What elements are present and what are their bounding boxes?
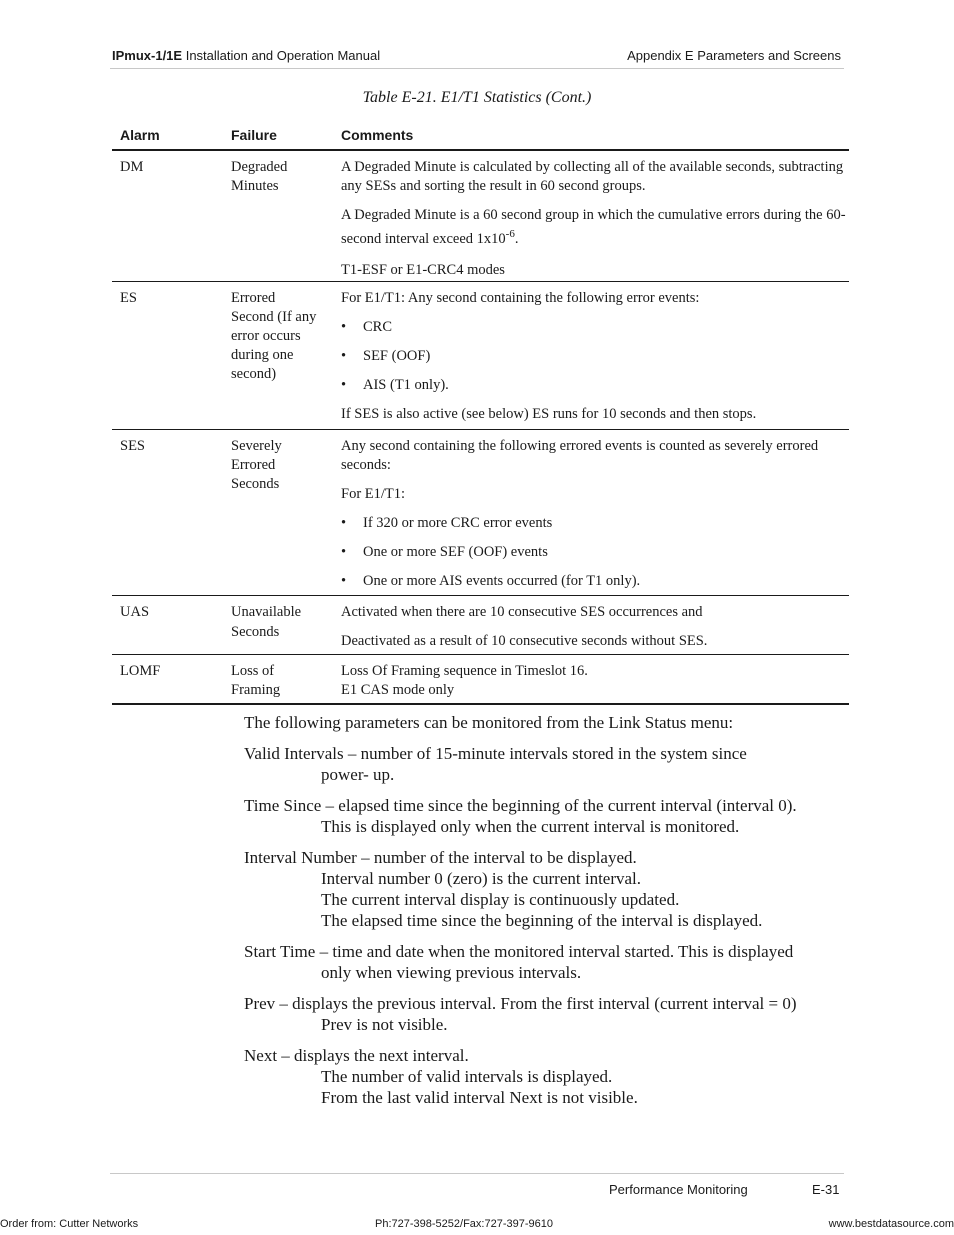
failure-cell [231, 437, 331, 494]
column-header-comments: Comments [341, 127, 414, 143]
comment-paragraph: Deactivated as a result of 10 consecutive seconds without SES. [341, 633, 708, 649]
failure-line: Degraded [231, 159, 288, 175]
comment-paragraph: T1-ESF or E1-CRC4 modes [341, 262, 505, 278]
table-row-es [112, 282, 849, 430]
parameter-line: Interval number 0 (zero) is the current interval. [321, 869, 642, 888]
parameter-start-time [244, 941, 844, 983]
parameter-line: The current interval display is continuously updated. [321, 890, 680, 909]
table-header-row [112, 122, 849, 151]
comment-text: A Degraded Minute is a 60 second group in which the cumulative errors during the 60-second interval exceed 1x10 [341, 207, 846, 247]
parameter-line: only when viewing previous intervals. [321, 963, 582, 982]
statistics-table [112, 122, 849, 705]
bullet-item: • One or more AIS events occurred (for T1 only). [341, 572, 846, 591]
failure-line: during one [231, 347, 294, 363]
failure-line: Minutes [231, 178, 279, 194]
parameter-prev [244, 993, 844, 1035]
failure-line: Loss of [231, 663, 275, 679]
comment-paragraph: A Degraded Minute is calculated by collecting all of the available seconds, subtracting any SESs and sorting the result in 60 second groups. [341, 159, 844, 194]
parameter-line: Start Time – time and date when the monitored interval started. This is displayed [244, 942, 794, 961]
comment-paragraph [341, 203, 846, 251]
phone-fax-text: Ph:727-398-5252/Fax:727-397-9610 [375, 1218, 553, 1230]
comment-paragraph: Activated when there are 10 consecutive SES occurrences and [341, 604, 703, 620]
comment-paragraph: Any second containing the following errored events is counted as severely errored seconds: [341, 438, 819, 473]
footer-rule [110, 1173, 844, 1174]
parameter-line: power- up. [321, 765, 395, 784]
failure-line: Seconds [231, 476, 280, 492]
bullet-item: • SEF (OOF) [341, 347, 846, 366]
comments-cell [341, 603, 846, 661]
body-text [244, 712, 844, 1118]
comment-paragraph: For E1/T1: [341, 486, 406, 502]
failure-line: Errored [231, 290, 276, 306]
comment-line: Loss Of Framing sequence in Timeslot 16. [341, 663, 588, 679]
failure-line: Errored [231, 457, 276, 473]
bullet-item: • CRC [341, 318, 846, 337]
website-link[interactable]: www.bestdatasource.com [828, 1218, 954, 1230]
table-caption: Table E-21. E1/T1 Statistics (Cont.) [362, 89, 592, 106]
failure-line: Framing [231, 682, 281, 698]
failure-line: Second (If any [231, 309, 317, 325]
comment-text: . [514, 231, 519, 247]
parameter-line: This is displayed only when the current interval is monitored. [321, 817, 740, 836]
bullet-item: • If 320 or more CRC error events [341, 514, 846, 533]
failure-line: second) [231, 366, 277, 382]
table-row-uas [112, 596, 849, 655]
parameter-line: The number of valid intervals is displayed. [321, 1067, 613, 1086]
page-number: E-31 [812, 1182, 840, 1197]
parameter-interval-number [244, 847, 844, 931]
comment-paragraph: If SES is also active (see below) ES runs for 10 seconds and then stops. [341, 406, 757, 422]
table-row-dm [112, 151, 849, 282]
header-rule [110, 68, 844, 69]
running-header-title [112, 48, 380, 63]
parameter-line: Valid Intervals – number of 15-minute intervals stored in the system since [244, 744, 747, 763]
column-header-failure: Failure [231, 127, 277, 143]
parameter-line: From the last valid interval Next is not visible. [321, 1088, 638, 1107]
doc-title-rest: Installation and Operation Manual [182, 48, 381, 63]
failure-cell [231, 289, 331, 384]
parameter-line: The elapsed time since the beginning of the interval is displayed. [321, 911, 763, 930]
parameter-line: Next – displays the next interval. [244, 1046, 469, 1065]
comment-paragraph: For E1/T1: Any second containing the following error events: [341, 290, 700, 306]
comments-cell [341, 289, 846, 434]
comments-cell [341, 662, 846, 700]
failure-line: Seconds [231, 624, 280, 640]
failure-cell [231, 662, 331, 700]
parameter-valid-intervals [244, 743, 844, 785]
table-row-ses [112, 430, 849, 596]
alarm-cell: SES [120, 438, 145, 454]
doc-title-bold: IPmux-1/1E [112, 48, 183, 63]
comment-line: E1 CAS mode only [341, 682, 455, 698]
failure-cell [231, 158, 331, 196]
bullet-item: • AIS (T1 only). [341, 376, 846, 395]
alarm-cell: DM [120, 159, 144, 175]
alarm-cell: UAS [120, 604, 150, 620]
failure-cell [231, 603, 331, 642]
parameter-line: Time Since – elapsed time since the beginning of the current interval (interval 0). [244, 796, 797, 815]
order-from-text: Order from: Cutter Networks [0, 1218, 139, 1230]
parameter-time-since [244, 795, 844, 837]
exponent: -6 [505, 228, 515, 240]
table-row-lomf [112, 655, 849, 705]
running-header-section: Appendix E Parameters and Screens [627, 48, 841, 63]
parameter-line: Interval Number – number of the interval to be displayed. [244, 848, 637, 867]
comments-cell [341, 158, 846, 290]
comments-cell [341, 437, 846, 601]
failure-line: Severely [231, 438, 282, 454]
parameter-line: Prev – displays the previous interval. From the first interval (current interval = 0) [244, 994, 797, 1013]
failure-line: error occurs [231, 328, 301, 344]
alarm-cell: ES [120, 290, 137, 306]
parameter-line: Prev is not visible. [321, 1015, 448, 1034]
bullet-item: • One or more SEF (OOF) events [341, 543, 846, 562]
footer-section-title: Performance Monitoring [609, 1182, 748, 1197]
parameter-next [244, 1045, 844, 1108]
failure-line: Unavailable [231, 604, 302, 620]
body-intro: The following parameters can be monitored from the Link Status menu: [244, 713, 734, 732]
column-header-alarm: Alarm [120, 127, 160, 143]
alarm-cell: LOMF [120, 663, 161, 679]
